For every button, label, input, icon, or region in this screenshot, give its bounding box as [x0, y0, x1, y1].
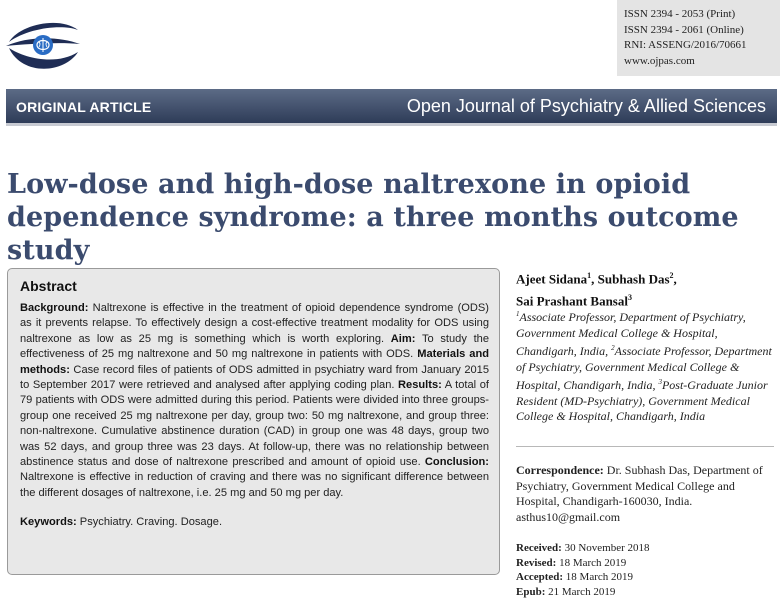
received-date — [516, 541, 776, 556]
results-text: A total of 79 patients with ODS were admitted during this period. Patients were divided into three groups- group one received 25 mg naltrexone per day, group two: 50 mg naltrexone, and group three: non-naltrexone. Cumulative abstinence duration (CAD) in group one was 48 days, group two was 52 days, and group three was 23 days. At follow-up, there was no relationship between abstinence status and dose of naltrexone prescribed and amount of opioid use. — [20, 379, 489, 469]
article-title: Low-dose and high-dose naltrexone in opioid dependence syndrome: a three months outcome study — [7, 169, 739, 266]
conclusion-text: Naltrexone is effective in reduction of craving and there was no significant difference between the different dosages of naltrexone, i.e. 25 mg and 50 mg per day. — [20, 471, 489, 499]
revised-value: 18 March 2019 — [556, 556, 627, 569]
author-separator: , — [673, 271, 677, 287]
affiliations — [516, 307, 778, 425]
author-name: Sai Prashant Bansal — [516, 293, 628, 309]
keywords-text: Psychiatry. Craving. Dosage. — [76, 516, 223, 529]
journal-banner — [6, 89, 777, 126]
affiliation-mark: 1 — [516, 310, 520, 318]
background-label: Background: — [20, 302, 89, 314]
affiliation-text: Associate Professor, Department of Psychiatry, Government Medical College & Hospital, Chandigarh, India, — [516, 344, 772, 392]
accepted-date — [516, 570, 776, 585]
epub-date — [516, 585, 776, 600]
affiliation-mark: 2 — [611, 344, 615, 352]
journal-logo — [6, 18, 80, 74]
author-list — [516, 266, 776, 311]
revised-date — [516, 556, 776, 571]
article-dates — [516, 541, 776, 599]
accepted-value: 18 March 2019 — [563, 571, 634, 584]
methods-text: Case record files of patients of ODS admitted in psychiatry ward from January 2015 to September 2017 were retrieved and analysed after applying coding plan. — [20, 363, 489, 392]
methods-label: Materials and methods: — [20, 348, 489, 376]
received-value: 30 November 2018 — [561, 542, 650, 554]
divider — [516, 446, 774, 447]
author-name: Subhash Das — [597, 271, 670, 287]
correspondence-label: Correspondence: — [516, 463, 604, 477]
correspondence — [516, 463, 778, 525]
author-affiliation-mark: 2 — [669, 271, 674, 280]
revised-label: Revised: — [516, 556, 557, 569]
aim-text: To study the effectiveness of 25 mg naltrexone and 50 mg naltrexone in patients with ODS. — [20, 332, 489, 361]
author-affiliation-mark: 1 — [587, 271, 592, 280]
background-text: Naltrexone is effective in the treatment of opioid dependence syndrome (ODS) as it prevents relapse. To effectively design a cost-effective treatment modality for ODS using naltrexone as low as 25 mg is something which is worth exploring. — [20, 302, 489, 345]
abstract-heading: Abstract — [20, 278, 77, 294]
abstract-box — [7, 268, 500, 575]
issn-print: ISSN 2394 - 2053 (Print) — [624, 8, 736, 20]
epub-value: 21 March 2019 — [545, 585, 616, 598]
rni-number: RNI: ASSENG/2016/70661 — [624, 39, 747, 51]
author-name: Ajeet Sidana — [516, 271, 588, 287]
received-label: Received: — [516, 542, 562, 554]
affiliation-text: Post-Graduate Junior Resident (MD-Psychiatry), Government Medical College & Hospital, Chandigarh, India — [516, 378, 768, 423]
keywords — [20, 515, 489, 530]
author-affiliation-mark: 3 — [627, 293, 632, 303]
issn-info-box — [617, 0, 780, 76]
journal-website: www.ojpas.com — [624, 54, 695, 67]
correspondence-text: Dr. Subhash Das, Department of Psychiatry, Government Medical College and Hospital, Chandigarh-160030, India. asthus10@gmail.com — [516, 463, 763, 524]
affiliation-mark: 3 — [658, 378, 662, 386]
affiliation-text: Associate Professor, Department of Psychiatry, Government Medical College & Hospital, Chandigarh, India, — [516, 310, 746, 358]
aim-label: Aim: — [390, 332, 416, 345]
results-label: Results: — [398, 379, 442, 392]
epub-label: Epub: — [516, 585, 546, 598]
abstract-body — [20, 301, 489, 501]
keywords-label: Keywords: — [20, 516, 77, 529]
issn-online: ISSN 2394 - 2061 (Online) — [624, 23, 744, 36]
conclusion-label: Conclusion: — [424, 456, 489, 469]
accepted-label: Accepted: — [516, 571, 564, 584]
article-type: ORIGINAL ARTICLE — [16, 99, 152, 115]
author-separator: , — [591, 271, 598, 287]
journal-name: Open Journal of Psychiatry & Allied Sciences — [406, 96, 766, 116]
